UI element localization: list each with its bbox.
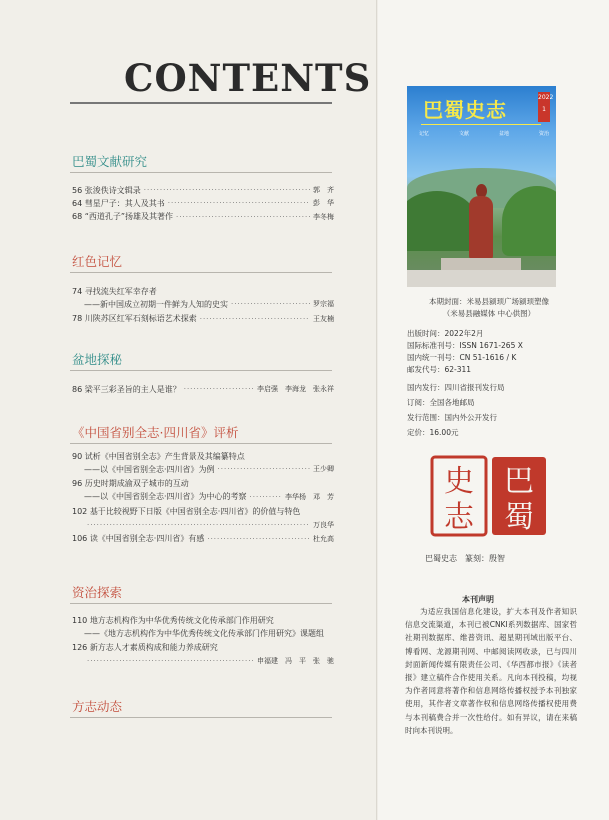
- cover-image: [407, 86, 556, 287]
- toc-entry[interactable]: [72, 533, 334, 545]
- toc-entry-title: 90 试析《中国省别全志》产生背景及其编纂特点: [72, 451, 245, 461]
- toc-entry-title: 64 彗星尸子：其人及其书: [72, 198, 165, 208]
- toc-entry-author: 彭 华: [313, 199, 334, 208]
- toc-entry-title: 86 梁平三彩圣旨的主人是谁？: [72, 384, 181, 394]
- section-divider: [70, 717, 332, 718]
- seal-caption: 巴蜀史志 篆刻：殷智: [425, 554, 505, 563]
- cover-title-rule: [421, 124, 541, 125]
- toc-entry-title: 96 历史时期成渝双子城市的互动: [72, 479, 189, 489]
- toc-entry-author: 王少卿: [313, 465, 334, 474]
- meta-price: 定价：16.00元: [407, 428, 459, 437]
- toc-entry-title: 106 读《中国省别全志·四川省》有感: [72, 534, 205, 544]
- section-heading: 红色记忆: [72, 254, 123, 269]
- cover-menu: [419, 130, 549, 137]
- toc-entry[interactable]: [72, 450, 334, 462]
- toc-leader-dots: [184, 385, 254, 393]
- toc-leader-dots: [218, 465, 310, 473]
- seal-char: 志: [444, 500, 474, 535]
- toc-entry[interactable]: [72, 313, 334, 325]
- toc-entry-author: 杜允高: [313, 534, 334, 543]
- section-heading: 巴蜀文献研究: [72, 154, 148, 169]
- section-heading: 方志动态: [72, 699, 123, 714]
- toc-entry-title: 110 地方志机构作为中华优秀传统文化传承部门作用研究: [72, 615, 274, 625]
- toc-entry-author: 李华杨 邓 芳: [285, 492, 334, 501]
- toc-leader-dots: [87, 657, 254, 665]
- toc-entry[interactable]: [72, 211, 334, 223]
- toc-entry-title: ——以《中国省别全志·四川省》为中心的考察: [84, 492, 247, 502]
- toc-entry-title: 68 “西道孔子”扬雄及其著作: [72, 212, 174, 222]
- toc-entry[interactable]: [72, 463, 334, 475]
- toc-leader-dots: [207, 535, 310, 543]
- cover-caption-line-2: （米易县融媒体 中心供图）: [442, 309, 536, 318]
- toc-entry-title: ——新中国成立初期一件鲜为人知的史实: [84, 299, 228, 309]
- meta-postal-code: 邮发代号：62-311: [407, 365, 472, 374]
- toc-leader-dots: [176, 213, 310, 221]
- toc-entry[interactable]: [72, 383, 334, 395]
- section-heading: 盆地探秘: [72, 352, 123, 367]
- toc-leader-dots: [200, 315, 310, 323]
- cover-plaza: [407, 270, 556, 287]
- meta-domestic-distribution: 国内发行：四川省报刊发行局: [407, 383, 505, 392]
- toc-entry[interactable]: [72, 519, 334, 531]
- meta-publish-date: 出版时间：2022年2月: [407, 329, 484, 338]
- seal-char: 蜀: [504, 500, 534, 535]
- toc-entry-author: 王友楠: [313, 314, 334, 323]
- toc-entry-title: 56 张浚佚诗文辑录: [72, 185, 141, 195]
- toc-entry[interactable]: [72, 298, 334, 310]
- meta-issn: 国际标准刊号：ISSN 1671-265 X: [407, 341, 523, 350]
- section-divider: [70, 603, 332, 604]
- toc-entry[interactable]: [72, 505, 334, 517]
- toc-entry-author: 罗宗福: [313, 300, 334, 309]
- cover-pedestal: [441, 258, 521, 270]
- cover-menu-item: 盆地: [498, 131, 509, 137]
- toc-entry[interactable]: [72, 491, 334, 503]
- toc-entry-author: 万良华: [313, 520, 334, 529]
- section-divider: [70, 370, 332, 371]
- toc-entry[interactable]: [72, 655, 334, 667]
- toc-leader-dots: [231, 300, 310, 308]
- cover-menu-item: 文献: [458, 131, 469, 137]
- meta-cn: 国内统一刊号：CN 51-1616 / K: [407, 353, 517, 362]
- cover-issue-badge: 2022 1: [538, 92, 550, 122]
- title-divider: [70, 102, 332, 104]
- seal-char: 史: [444, 464, 474, 499]
- cover-menu-item: 记忆: [419, 131, 430, 137]
- section-divider: [70, 443, 332, 444]
- toc-entry-title: 126 新方志人才素质构成和能力养成研究: [72, 643, 218, 653]
- toc-leader-dots: [168, 199, 310, 207]
- section-divider: [70, 272, 332, 273]
- notice-body: 为适应我国信息化建设，扩大本刊及作者知识信息交流渠道，本刊已被CNKI系列数据库、国家哲社期刊数据库、维普资讯、超星期刊域出版平台、博看网、龙源期刊网、中邮阅读网收录，已与四川封面新闻传媒有限责任公司、《华西都市报》《读者报》建立稿件合作使用关系。凡向本刊投稿，均视为作者同意将著作和信息网络传播权授予本刊独家使用，其作者文章著作权和信息网络传播权使用费与本刊稿费合并一次性给付。如有异议，请在来稿时向本刊说明。: [405, 607, 577, 735]
- toc-entry[interactable]: [72, 614, 334, 626]
- seal-char: 巴: [504, 464, 534, 499]
- cover-menu-item: 资治: [538, 131, 549, 137]
- toc-leader-dots: [87, 521, 310, 529]
- notice-title: 本刊声明: [462, 595, 494, 604]
- toc-entry-title: 78 川陕苏区红军石刻标语艺术探索: [72, 314, 197, 324]
- section-divider: [70, 172, 332, 173]
- seal-stamp: [430, 455, 550, 537]
- toc-entry-title: 102 基于比较视野下日版《中国省别全志·四川省》的价值与特色: [72, 506, 301, 516]
- cover-trees-right: [502, 186, 556, 256]
- meta-subscription: 订阅：全国各地邮局: [407, 398, 475, 407]
- toc-entry[interactable]: [72, 285, 334, 297]
- toc-entry-title: 74 寻找流失红军幸存者: [72, 286, 157, 296]
- section-heading: 《中国省别全志·四川省》评析: [72, 425, 239, 440]
- toc-entry[interactable]: [72, 184, 334, 196]
- toc-entry-author: 李冬梅: [313, 212, 334, 221]
- toc-entry[interactable]: [72, 642, 334, 654]
- cover-title: 巴蜀史志: [423, 98, 507, 122]
- contents-title: CONTENTS: [124, 56, 372, 100]
- toc-entry-author: 李启强 李海龙 张永祥: [257, 385, 334, 393]
- cover-trees-left: [407, 191, 477, 251]
- toc-entry[interactable]: [72, 627, 334, 639]
- toc-entry-title: ——《地方志机构作为中华优秀传统文化传承部门作用研究》课题组: [84, 628, 324, 638]
- toc-entry-title: ——以《中国省别全志·四川省》为例: [84, 464, 215, 474]
- toc-leader-dots: [144, 186, 310, 194]
- section-heading: 资治探索: [72, 585, 123, 600]
- toc-entry[interactable]: [72, 478, 334, 490]
- toc-leader-dots: [250, 493, 282, 501]
- toc-entry[interactable]: [72, 197, 334, 209]
- cover-statue: [469, 196, 493, 260]
- toc-entry-author: 申福建 冯 平 张 驰: [257, 656, 334, 665]
- toc-entry-author: 郭 齐: [313, 186, 334, 194]
- meta-distribution-range: 发行范围：国内外公开发行: [407, 413, 497, 422]
- cover-caption-line-1: 本期封面：米易县颍顼广场颍顼塑像: [429, 297, 549, 306]
